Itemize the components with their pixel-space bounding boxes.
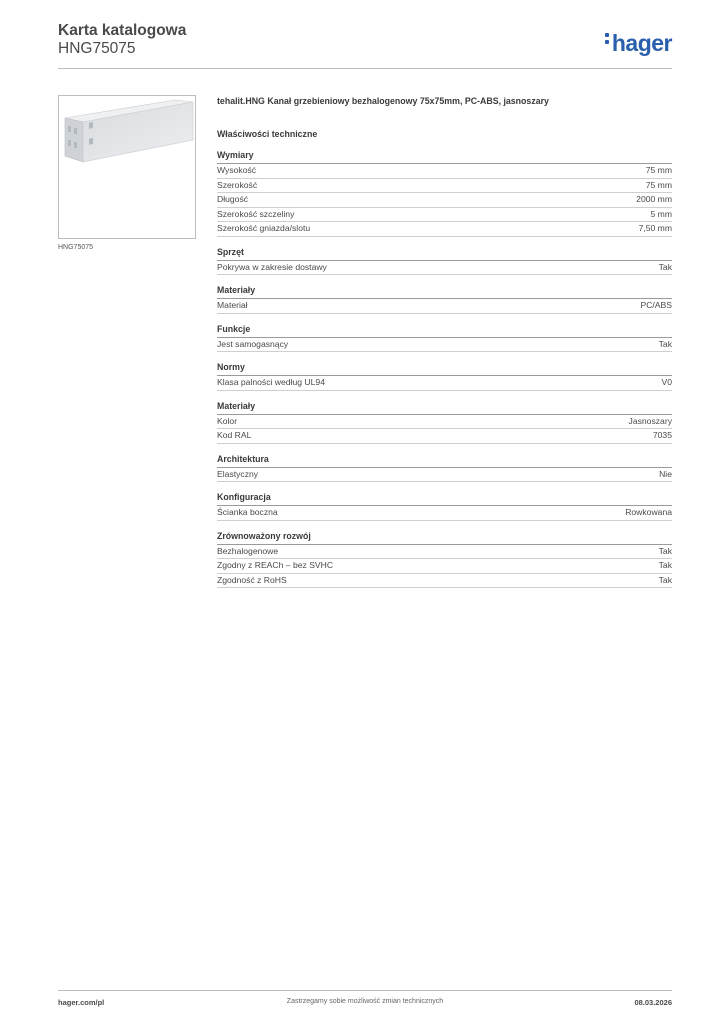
spec-row: [217, 179, 672, 194]
group-heading: Materiały: [217, 401, 672, 415]
group-heading: Materiały: [217, 285, 672, 299]
hager-logo[interactable]: [605, 30, 672, 57]
footer-date: 08.03.2026: [634, 998, 672, 1007]
spec-value: Rowkowana: [625, 507, 672, 517]
spec-row: [217, 208, 672, 223]
group-heading: Wymiary: [217, 150, 672, 164]
spec-row: [217, 299, 672, 314]
logo-dots-icon: [605, 33, 610, 47]
spec-label: Zgodność z RoHS: [217, 574, 287, 585]
spec-value: 7,50 mm: [638, 223, 672, 233]
spec-label: Pokrywa w zakresie dostawy: [217, 261, 327, 272]
spec-value: Jasnoszary: [628, 415, 672, 426]
footer-divider: [58, 990, 672, 991]
spec-row: [217, 261, 672, 276]
spec-row: [217, 429, 672, 444]
group-heading: Funkcje: [217, 324, 672, 338]
group-heading: Zrównoważony rozwój: [217, 531, 672, 545]
spec-row: [217, 164, 672, 179]
spec-value: 75 mm: [645, 179, 672, 190]
page-header: [58, 22, 672, 58]
spec-label: Szerokość szczeliny: [217, 208, 295, 219]
spec-row: [217, 193, 672, 208]
spec-label: Bezhalogenowe: [217, 545, 279, 556]
spec-group: [217, 150, 672, 237]
spec-row: [217, 545, 672, 560]
footer-website-link[interactable]: hager.com/pl: [58, 998, 105, 1007]
spec-value: Tak: [658, 574, 672, 585]
spec-value: PC/ABS: [640, 300, 672, 310]
spec-value: 7035: [652, 430, 672, 440]
spec-group: [217, 247, 672, 276]
spec-label: Ścianka boczna: [217, 507, 278, 517]
header-divider: [58, 68, 672, 69]
spec-value: 5 mm: [650, 208, 672, 219]
spec-label: Szerokość: [217, 179, 258, 190]
spec-value: Nie: [659, 468, 672, 479]
spec-value: Tak: [658, 545, 672, 556]
group-heading: Normy: [217, 362, 672, 376]
spec-group: [217, 324, 672, 353]
spec-row: [217, 468, 672, 483]
spec-row: [217, 574, 672, 589]
document-title: Karta katalogowa: [58, 22, 187, 39]
spec-row: [217, 376, 672, 391]
spec-value: V0: [661, 377, 672, 387]
spec-value: 2000 mm: [636, 194, 672, 204]
spec-group: [217, 362, 672, 391]
spec-label: Elastyczny: [217, 468, 259, 479]
spec-value: Tak: [658, 560, 672, 570]
product-image: [58, 95, 196, 239]
group-heading: Konfiguracja: [217, 492, 672, 506]
spec-row: [217, 506, 672, 521]
spec-group: [217, 454, 672, 483]
spec-group: [217, 285, 672, 314]
spec-label: Szerokość gniazda/slotu: [217, 223, 311, 233]
spec-label: Klasa palności według UL94: [217, 377, 325, 387]
group-heading: Architektura: [217, 454, 672, 468]
logo-text: hager: [611, 30, 672, 56]
product-title: tehalit.HNG Kanał grzebieniowy bezhalogenowy 75x75mm, PC-ABS, jasnoszary: [217, 96, 549, 106]
spec-row: [217, 559, 672, 574]
spec-label: Kod RAL: [217, 430, 252, 440]
spec-value: 75 mm: [645, 165, 672, 175]
spec-row: [217, 222, 672, 237]
spec-value: Tak: [658, 261, 672, 272]
spec-groups: [217, 150, 672, 588]
spec-group: [217, 531, 672, 589]
spec-label: Wysokość: [217, 165, 257, 175]
spec-label: Jest samogasnący: [217, 338, 289, 349]
spec-label: Zgodny z REACh – bez SVHC: [217, 560, 334, 570]
group-heading: Sprzęt: [217, 247, 672, 261]
image-caption: HNG75075: [58, 244, 94, 251]
spec-label: Kolor: [217, 415, 238, 426]
section-heading: Właściwości techniczne: [217, 129, 318, 139]
spec-value: Tak: [658, 338, 672, 349]
spec-label: Materiał: [217, 300, 248, 310]
product-code: HNG75075: [58, 40, 136, 57]
spec-label: Długość: [217, 194, 249, 204]
spec-row: [217, 338, 672, 353]
spec-group: [217, 492, 672, 521]
spec-content: [217, 96, 672, 588]
spec-row: [217, 415, 672, 430]
footer-disclaimer: Zastrzegamy sobie możliwość zmian technicznych: [286, 998, 444, 1005]
spec-group: [217, 401, 672, 444]
cable-trunking-image: [59, 96, 195, 238]
